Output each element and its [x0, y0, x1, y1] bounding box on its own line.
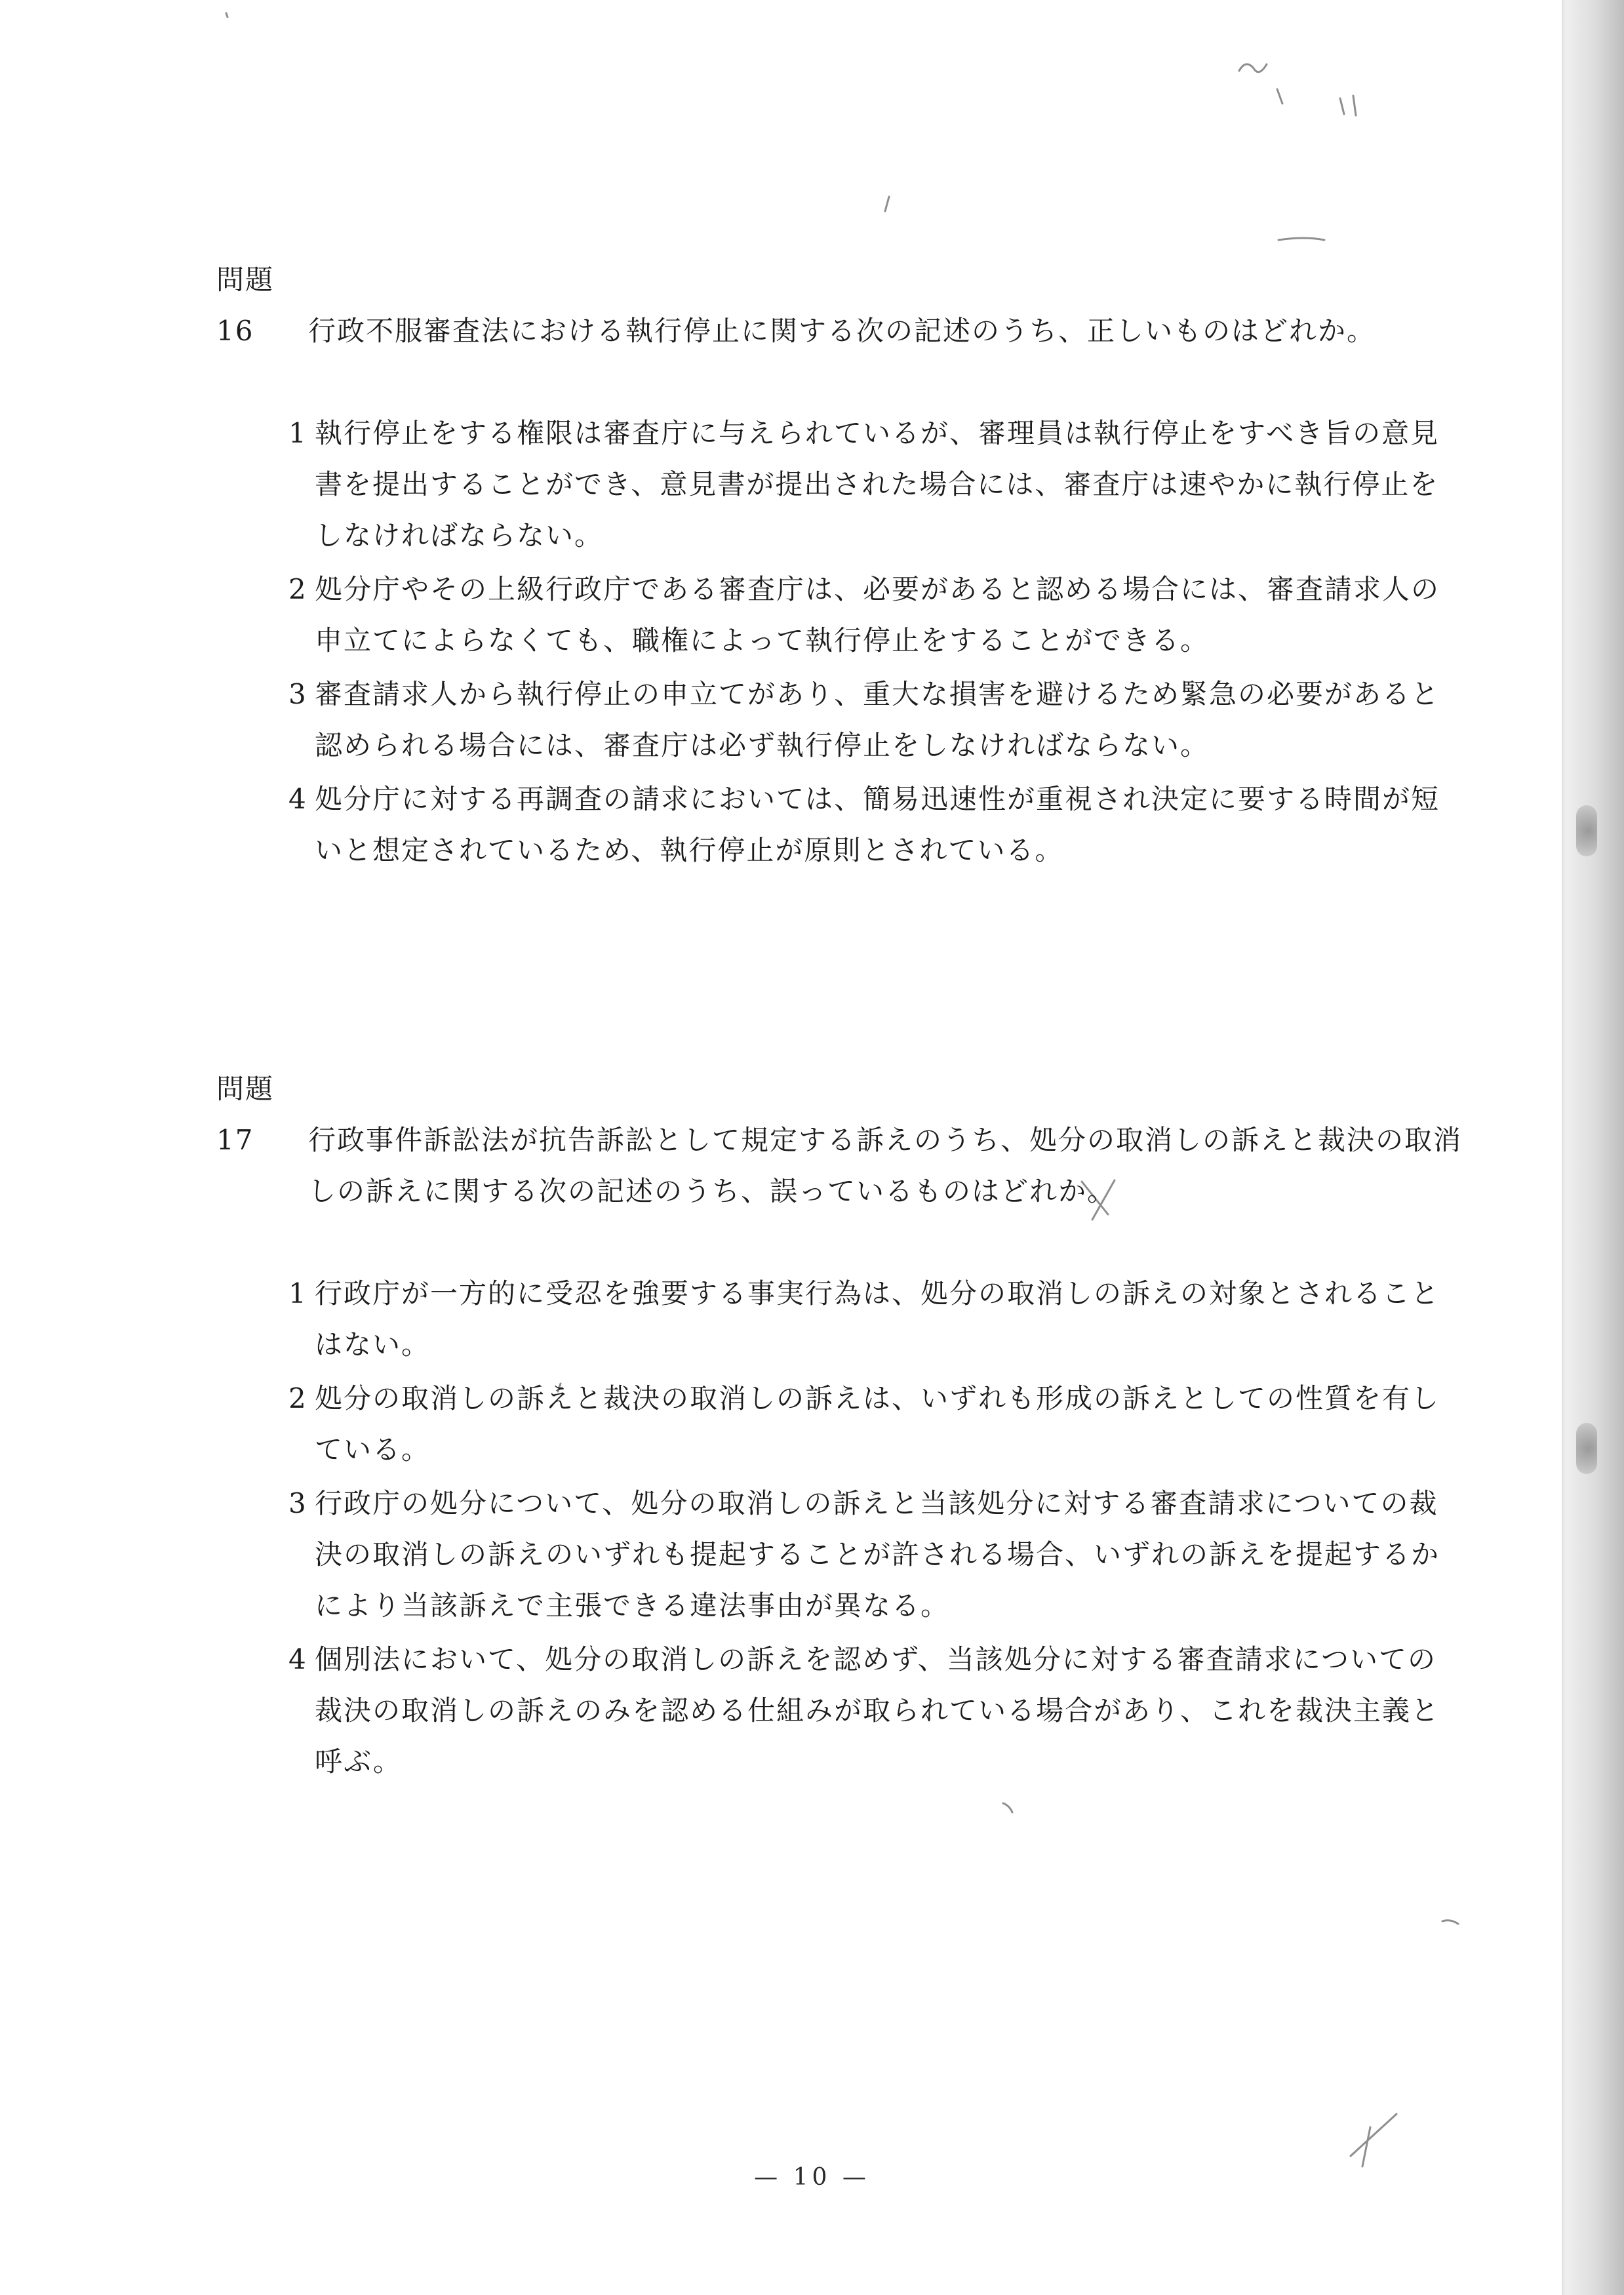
question-text: 行政事件訴訟法が抗告訴訟として規定する訴えのうち、処分の取消しの訴えと裁決の取消しの訴えに関する次の記述のうち、誤っているものはどれか。 [308, 1124, 1463, 1207]
option-text: 個別法において、処分の取消しの訴えを認めず、当該処分に対する審査請求についての裁決の取消しの訴えのみを認める仕組みが取られている場合があり、これを裁決主義と呼ぶ。 [315, 1643, 1440, 1778]
answer-option [216, 1634, 1462, 1787]
option-text: 処分の取消しの訴えと裁決の取消しの訴えは、いずれも形成の訴えとしての性質を有している。 [315, 1382, 1440, 1466]
answer-option [216, 1268, 1462, 1370]
option-number: 2 [288, 573, 307, 605]
scanned-page-edge [1562, 0, 1624, 2295]
question-number: 問題16 [216, 264, 275, 347]
option-text: 執行停止をする権限は審査庁に与えられているが、審理員は執行停止をすべき旨の意見書を提出することができ、意見書が提出された場合には、審査庁は速やかに執行停止をしなければならない。 [315, 417, 1440, 551]
question-stem [216, 1064, 1462, 1217]
question-number: 問題17 [216, 1073, 275, 1156]
option-number: 3 [288, 1487, 307, 1519]
answer-options [216, 408, 1462, 876]
binder-hole-upper [1576, 805, 1597, 856]
answer-option [216, 1478, 1462, 1631]
option-text: 審査請求人から執行停止の申立てがあり、重大な損害を避けるため緊急の必要があると認められる場合には、審査庁は必ず執行停止をしなければならない。 [315, 678, 1440, 761]
answer-option [216, 1373, 1462, 1475]
page-number: — 10 — [754, 2164, 870, 2191]
option-number: 1 [288, 417, 307, 449]
answer-option [216, 408, 1462, 561]
option-number: 3 [288, 678, 307, 710]
option-text: 処分庁やその上級行政庁である審査庁は、必要があると認める場合には、審査請求人の申立てによらなくても、職権によって執行停止をすることができる。 [315, 573, 1440, 656]
option-text: 行政庁の処分について、処分の取消しの訴えと当該処分に対する審査請求についての裁決の取消しの訴えのいずれも提起することが許される場合、いずれの訴えを提起するかにより当該訴えで主張できる違法事由が異なる。 [315, 1487, 1440, 1622]
binder-hole-lower [1576, 1423, 1597, 1474]
question-17 [216, 1064, 1462, 1790]
question-text: 行政不服審査法における執行停止に関する次の記述のうち、正しいものはどれか。 [308, 315, 1376, 347]
question-16 [216, 254, 1462, 879]
question-stem [216, 254, 1462, 357]
answer-option [216, 564, 1462, 666]
answer-option [216, 669, 1462, 771]
option-text: 行政庁が一方的に受忍を強要する事実行為は、処分の取消しの訴えの対象とされることはない。 [315, 1277, 1440, 1361]
option-number: 4 [288, 1643, 307, 1675]
answer-options [216, 1268, 1462, 1787]
option-number: 2 [288, 1382, 307, 1414]
answer-option [216, 774, 1462, 876]
option-number: 4 [288, 783, 307, 815]
option-number: 1 [288, 1277, 307, 1309]
option-text: 処分庁に対する再調査の請求においては、簡易迅速性が重視され決定に要する時間が短いと想定されているため、執行停止が原則とされている。 [315, 783, 1440, 866]
